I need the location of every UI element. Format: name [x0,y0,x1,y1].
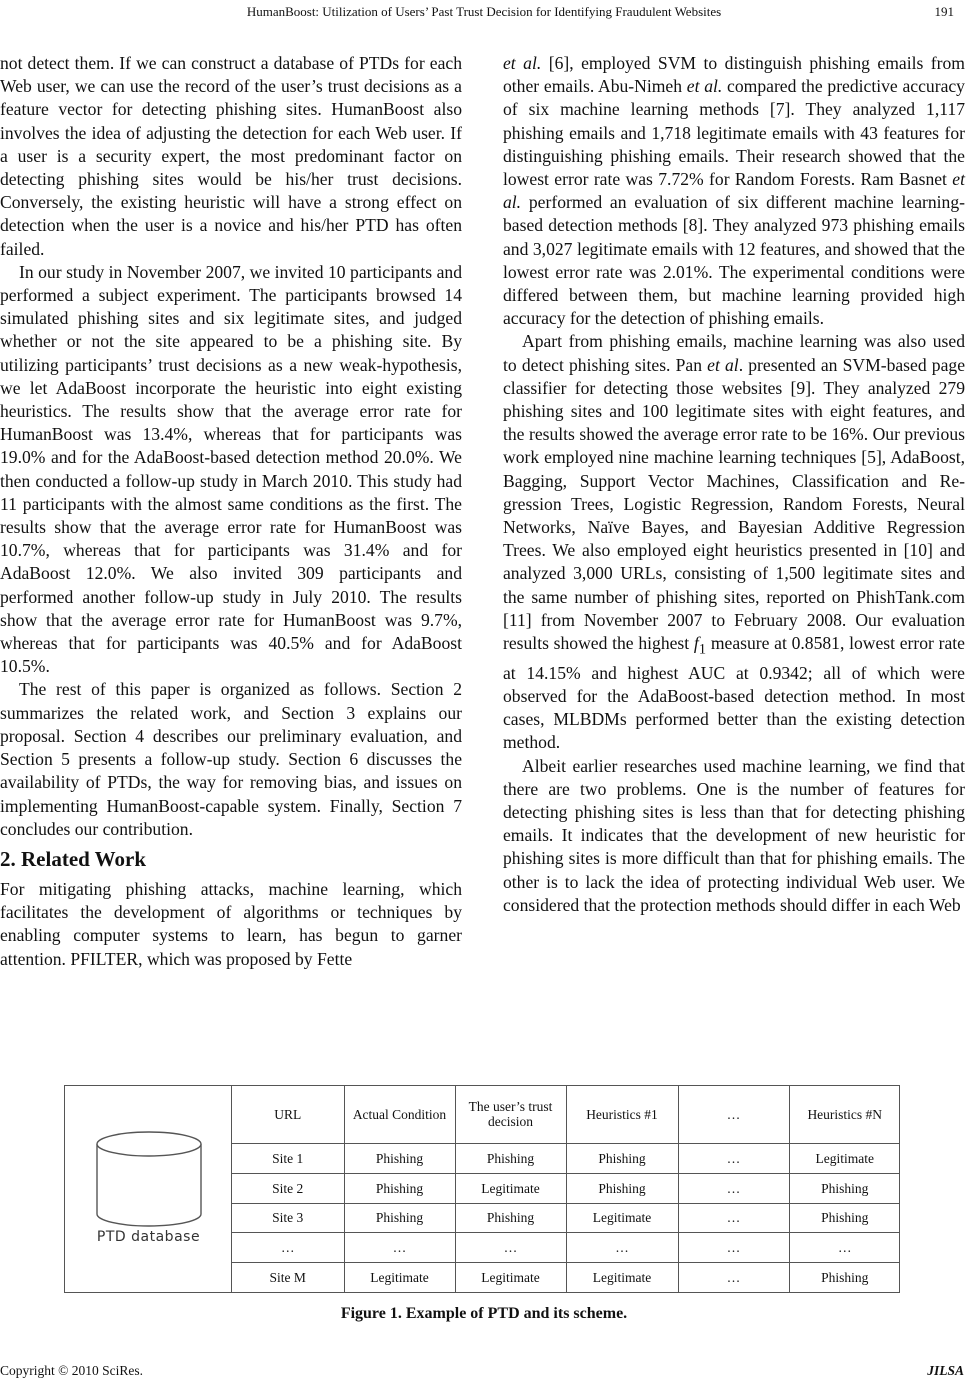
table-cell: Phishing [566,1173,678,1203]
paragraph [503,52,965,330]
math-subscript: 1 [698,641,707,658]
table-row [232,1143,900,1173]
column-header: Actual Condition [344,1086,455,1143]
paragraph: For mitigating phishing attacks, machine learning, which facilitates the development of algorithms or techniques by enabling computer systems to learn, has begun to garner attention. PFILTER, which was proposed by Fette [0,878,462,969]
paragraph [503,330,965,754]
table-cell: Site 3 [232,1203,344,1233]
table-cell: Legitimate [455,1173,566,1203]
citation-etal: et al. [503,169,965,213]
column-header: The user’s trust decision [455,1086,566,1143]
table-row [232,1203,900,1233]
table-cell: … [678,1233,789,1263]
table-cell: … [678,1173,789,1203]
table-cell: Phishing [344,1143,455,1173]
left-column [0,52,462,971]
citation-etal: et al [707,354,739,375]
table-cell: Phishing [455,1203,566,1233]
table-cell: Site 2 [232,1173,344,1203]
paragraph-text: performed an evaluation of six different machine learning-based detection methods [8]. They analyzed 973 phishing emails and 3,027 legitimate emails with 12 features, and showed that the lowest error rate was 2.01%. The experimental conditions were differed between them, but machine learning provided high accuracy for the detection of phishing emails. [503,192,965,329]
database-icon [93,1130,205,1230]
running-head [0,4,968,26]
journal-name: JILSA [927,1363,964,1378]
running-head-title: HumanBoost: Utilization of Users’ Past Trust Decision for Identifying Fraudulent Websites [246,4,722,19]
table-header-row [232,1086,900,1143]
paragraph-text: Apart from phishing emails, machine learning was also used to detect phishing sites. Pan [503,331,965,375]
paragraph-text: . presented an SVM-based page classifier for detecting those websites [9]. They analyzed 279 phishing sites and 100 legitimate sites with eight features, and the results showed the average error rate to be 16%. Our previous work employed nine machine learning techniques [5], AdaBoost, Bagging, Support Vector Machines, Classification and Regression Trees, Logistic Regression, Random Forests, Neural Networks, Naïve Bayes, and Bayesian Additive Regression Trees. We also employed eight heuristics presented in [10] and analyzed 3,000 URLs, consisting of 1,500 legitimate sites and the same number of phishing sites, reported on PhishTank.com [11] from November 2007 to February 2008. Our evaluation results showed the highest [503,354,966,654]
table-cell: Legitimate [566,1203,678,1233]
copyright-text: Copyright © 2010 SciRes. [0,1363,144,1378]
table-row [232,1173,900,1203]
section-heading: 2. Related Work [0,846,147,871]
table-row [232,1233,900,1263]
table-cell: Site 1 [232,1143,344,1173]
citation-etal: et al. [686,76,723,97]
page-number: 191 [934,4,954,19]
table-cell: … [678,1203,789,1233]
paragraph-text: compared the predictive accuracy of six machine learning methods [7]. They analyzed 1,117 phishing emails and 1,718 legitimate emails with 43 features for distinguishing phishing emails. Their research showed that the lowest error rate was 7.72% for Random Forests. Ram Basnet [503,76,965,190]
table-cell: … [678,1143,789,1173]
paragraph-text: [6], employed SVM to distinguish phishing emails from other emails. Abu-Nimeh [503,53,965,97]
paragraph: The rest of this paper is organized as follows. Section 2 summarizes the related work, and Section 3 explains our proposal. Section 4 describes our preliminary evaluation, and Section 5 presents a follow-up study. Section 6 discusses the availability of PTDs, the way for removing bias, and issues on implementing HumanBoost-capable system. Finally, Section 7 concludes our contribution. [0,679,462,839]
table-cell: … [789,1233,900,1263]
table-cell: … [566,1233,678,1263]
right-column [503,52,965,917]
database-label: PTD database [96,1229,201,1245]
paragraph: not detect them. If we can construct a database of PTDs for each Web user, we can use the record of the user’s trust decisions as a feature vector for detecting phishing sites. HumanBoost also involves the idea of adjusting the detection for each Web user. If a user is a security expert, the most predominant factor on detecting phishing sites would be his/her trust decisions. Conversely, the existing heuristic will have a strong effect on detection when the user is a novice and his/her PTD has often failed. [0,53,462,259]
page-footer [0,1363,968,1383]
table-cell: Phishing [789,1203,900,1233]
column-header: Heuristics #N [789,1086,900,1143]
table-cell: … [232,1233,344,1263]
figure-caption: Figure 1. Example of PTD and its scheme. [340,1305,628,1322]
table-row [232,1263,900,1292]
table-cell: … [678,1263,789,1292]
figure-ptd [64,1085,900,1293]
table-cell: Legitimate [566,1263,678,1292]
table-cell: Legitimate [455,1263,566,1292]
table-cell: Legitimate [344,1263,455,1292]
table-cell: … [455,1233,566,1263]
table-cell: Legitimate [789,1143,900,1173]
column-header: URL [232,1086,344,1143]
ptd-database-cell [65,1086,232,1292]
paragraph: Albeit earlier researches used machine learning, we find that there are two problems. One is the number of features for detecting phishing sites is less than that for detecting phishing emails. It indicates that the development of new heuristic for phishing sites is more difficult than that for phishing emails. The other is to lack the idea of protecting individual Web user. We considered that the protection methods should differ in each Web [503,755,965,915]
ptd-table [232,1086,900,1292]
paragraph-text: measure at 0.8581, lowest error rate at 14.15% and highest AUC at 0.9342; all of which were observed for the AdaBoost-based detection method. In most cases, MLBDMs performed better than the existing detection method. [503,633,965,753]
column-header: … [678,1086,789,1143]
citation-etal: et al. [503,53,542,73]
table-cell: Phishing [455,1143,566,1173]
column-header: Heuristics #1 [566,1086,678,1143]
paragraph: In our study in November 2007, we invited 10 participants and performed a subject experiment. The participants browsed 14 simulated phishing sites and six legitimate sites, and judged whether or not the site appeared to be a phishing site. By utilizing participants’ trust decisions as a new weak-hypothesis, we let AdaBoost incorporate the heuristic into eight existing heuristics. The results show that the average error rate for HumanBoost was 13.4%, whereas that for participants was 19.0% and for the AdaBoost-based detection method 20.0%. We then conducted a follow-up study in March 2010. This study had 11 participants with the almost same conditions as the first. The results show that the average error rate for HumanBoost was 10.7%, whereas that for participants was 31.4% and for AdaBoost 12.0%. We also invited 309 participants and performed another follow-up study in July 2010. The results show that the average error rate for HumanBoost was 9.7%, whereas that for participants was 40.5% and for AdaBoost 10.5%. [0,261,462,677]
table-cell: Phishing [344,1173,455,1203]
table-cell: … [344,1233,455,1263]
table-cell: Phishing [566,1143,678,1173]
table-cell: Site M [232,1263,344,1292]
table-cell: Phishing [789,1173,900,1203]
math-f: f [693,633,699,654]
table-cell: Phishing [789,1263,900,1292]
table-cell: Phishing [344,1203,455,1233]
